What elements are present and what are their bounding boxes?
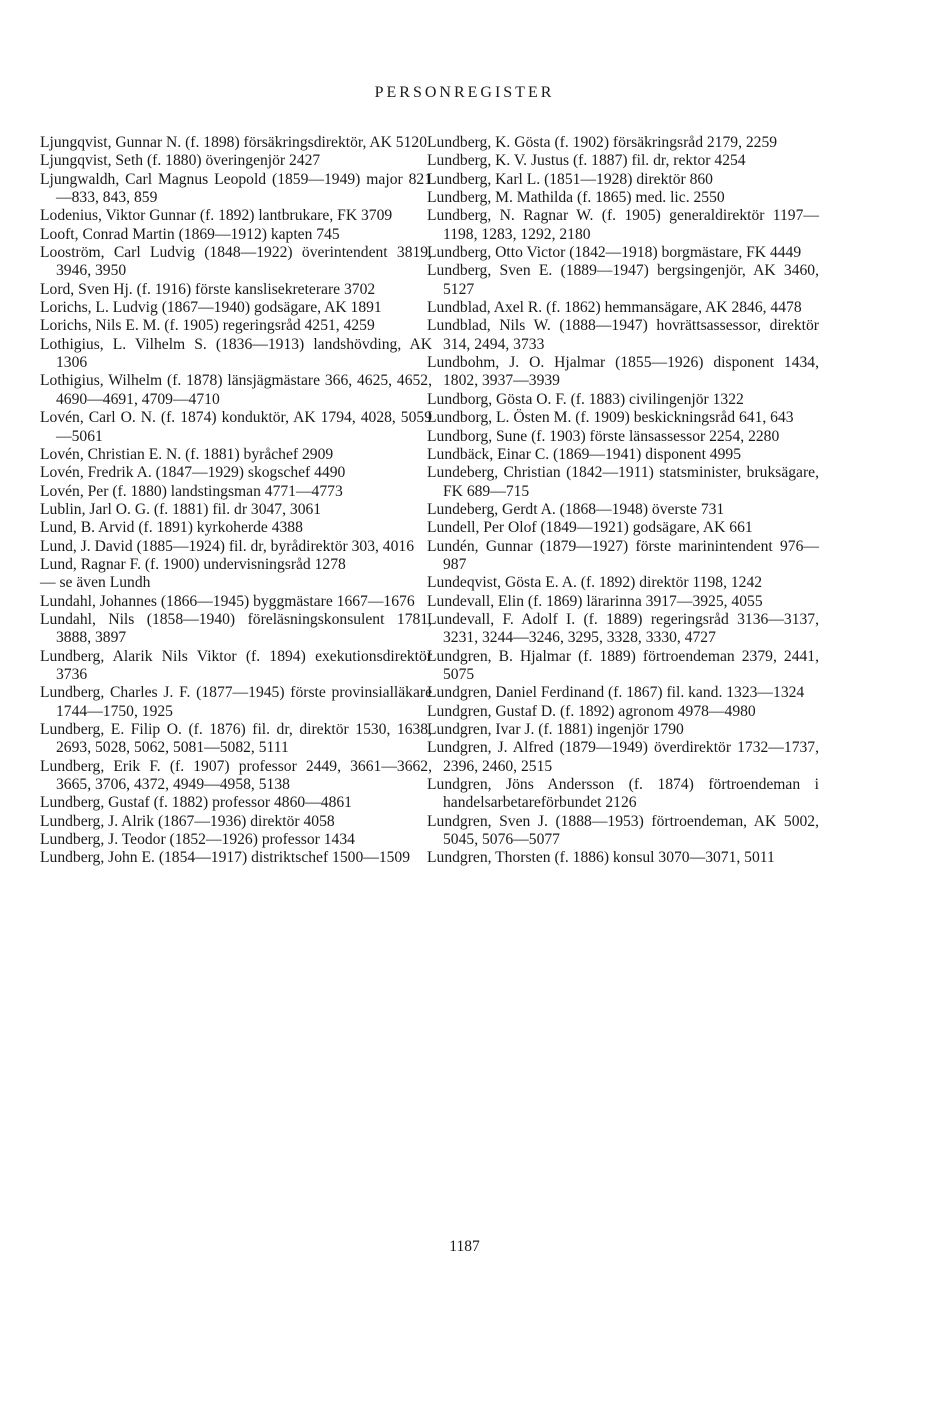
index-entry: Lundell, Per Olof (1849—1921) godsägare, AK 661 <box>427 519 753 537</box>
index-entry: Lundén, Gunnar (1879—1927) förste marinintendent 976—987 <box>427 537 819 573</box>
index-entry: Lundbohm, J. O. Hjalmar (1855—1926) disponent 1434, 1802, 3937—3939 <box>427 354 819 390</box>
index-entry: Lovén, Per (f. 1880) landstingsman 4771—4773 <box>40 482 343 500</box>
index-entry: Lundgren, J. Alfred (1879—1949) överdirektör 1732—1737, 2396, 2460, 2515 <box>427 739 819 775</box>
index-entry: Lundborg, Gösta O. F. (f. 1883) civilingenjör 1322 <box>427 390 744 408</box>
index-entry: Lundblad, Nils W. (1888—1947) hovrättsassessor, direktör 314, 2494, 3733 <box>427 317 819 353</box>
index-entry: Lundgren, Gustaf D. (f. 1892) agronom 4978—4980 <box>427 702 756 720</box>
index-entry: Lundeberg, Christian (1842—1911) statsminister, bruksägare, FK 689—715 <box>427 464 819 500</box>
index-entry: Looström, Carl Ludvig (1848—1922) överintendent 3819, 3946, 3950 <box>40 244 432 280</box>
index-entry: Lundberg, N. Ragnar W. (f. 1905) generaldirektör 1197—1198, 1283, 1292, 2180 <box>427 207 819 243</box>
index-entry: Lovén, Carl O. N. (f. 1874) konduktör, AK 1794, 4028, 5059—5061 <box>40 409 432 445</box>
index-entry: Lund, Ragnar F. (f. 1900) undervisningsråd 1278 <box>40 555 346 573</box>
index-entry: Lodenius, Viktor Gunnar (f. 1892) lantbrukare, FK 3709 <box>40 207 393 225</box>
index-entry: Lundberg, M. Mathilda (f. 1865) med. lic. 2550 <box>427 189 725 207</box>
index-entry: Lund, J. David (1885—1924) fil. dr, byrådirektör 303, 4016 <box>40 537 414 555</box>
index-entry: Ljungqvist, Seth (f. 1880) överingenjör 2427 <box>40 152 321 170</box>
index-entry: Lothigius, Wilhelm (f. 1878) länsjägmästare 366, 4625, 4652, 4690—4691, 4709—4710 <box>40 372 432 408</box>
index-entry: Lundberg, Otto Victor (1842—1918) borgmästare, FK 4449 <box>427 244 802 262</box>
index-entry: Lund, B. Arvid (f. 1891) kyrkoherde 4388 <box>40 519 303 537</box>
index-entry: Lovén, Fredrik A. (1847—1929) skogschef 4490 <box>40 464 346 482</box>
index-entry: Looft, Conrad Martin (1869—1912) kapten 745 <box>40 225 340 243</box>
index-entry: Lundbäck, Einar C. (1869—1941) disponent 4995 <box>427 445 741 463</box>
index-entry: Lundberg, John E. (1854—1917) distriktschef 1500—1509 <box>40 849 411 867</box>
index-entry: Lublin, Jarl O. G. (f. 1881) fil. dr 3047, 3061 <box>40 500 322 518</box>
index-entry: Lundahl, Nils (1858—1940) föreläsningskonsulent 1781, 3888, 3897 <box>40 610 432 647</box>
index-entry: Lundahl, Johannes (1866—1945) byggmästare 1667—1676 <box>40 592 415 610</box>
index-entry: Lundberg, Gustaf (f. 1882) professor 4860—4861 <box>40 794 352 812</box>
page-number: 1187 <box>449 1238 480 1255</box>
index-entry: Lundborg, Sune (f. 1903) förste länsassessor 2254, 2280 <box>427 427 780 445</box>
index-entry: Lundberg, Charles J. F. (1877—1945) förste provinsialläkare 1744—1750, 1925 <box>40 684 432 720</box>
index-entry: Lundgren, Jöns Andersson (f. 1874) förtroendeman i handelsarbetareförbundet 2126 <box>427 776 819 812</box>
index-entry: Ljungqvist, Gunnar N. (f. 1898) försäkringsdirektör, AK 5120 <box>40 134 427 151</box>
index-entry: Lundgren, Sven J. (1888—1953) förtroendeman, AK 5002, 5045, 5076—5077 <box>427 812 819 849</box>
index-entry: Lundgren, Daniel Ferdinand (f. 1867) fil. kand. 1323—1324 <box>427 684 805 702</box>
index-entry: Lundberg, J. Alrik (1867—1936) direktör 4058 <box>40 812 335 830</box>
index-entry: Lundberg, J. Teodor (1852—1926) professor 1434 <box>40 831 355 849</box>
index-entry: Lundberg, Sven E. (1889—1947) bergsingenjör, AK 3460, 5127 <box>427 262 819 298</box>
index-entry: Lundberg, Erik F. (f. 1907) professor 2449, 3661—3662, 3665, 3706, 4372, 4949—4958, 5138 <box>40 757 432 794</box>
index-entry: Lundberg, Karl L. (1851—1928) direktör 860 <box>427 170 713 188</box>
index-entry: Lundeqvist, Gösta E. A. (f. 1892) direktör 1198, 1242 <box>427 574 763 592</box>
index-entry: Lorichs, Nils E. M. (f. 1905) regeringsråd 4251, 4259 <box>40 317 375 335</box>
index-entry: Lundevall, F. Adolf I. (f. 1889) regeringsråd 3136—3137, 3231, 3244—3246, 3295, 3328, 3330, 4727 <box>427 610 819 647</box>
index-entry: Lundeberg, Gerdt A. (1868—1948) överste 731 <box>427 500 725 518</box>
index-entry: Lovén, Christian E. N. (f. 1881) byråchef 2909 <box>40 445 334 463</box>
index-entry: Lundgren, B. Hjalmar (f. 1889) förtroendeman 2379, 2441, 5075 <box>427 647 819 683</box>
index-entry: Lundevall, Elin (f. 1869) lärarinna 3917—3925, 4055 <box>427 592 763 610</box>
index-column-left <box>40 134 432 868</box>
running-header: PERSONREGISTER <box>374 84 555 101</box>
index-entry: Lundberg, K. V. Justus (f. 1887) fil. dr, rektor 4254 <box>427 152 746 170</box>
index-entry: Lundberg, K. Gösta (f. 1902) försäkringsråd 2179, 2259 <box>427 134 778 151</box>
index-entry: Lothigius, L. Vilhelm S. (1836—1913) landshövding, AK 1306 <box>40 335 432 372</box>
index-entry: Lorichs, L. Ludvig (1867—1940) godsägare, AK 1891 <box>40 299 382 317</box>
index-entry: Lundberg, Alarik Nils Viktor (f. 1894) exekutionsdirektör 3736 <box>40 647 432 683</box>
index-entry: Lundborg, L. Östen M. (f. 1909) beskickningsråd 641, 643 <box>427 409 794 427</box>
index-entry: Lord, Sven Hj. (f. 1916) förste kanslisekreterare 3702 <box>40 280 376 298</box>
index-entry: Lundgren, Thorsten (f. 1886) konsul 3070—3071, 5011 <box>427 849 775 867</box>
index-entry: Lundblad, Axel R. (f. 1862) hemmansägare, AK 2846, 4478 <box>427 299 802 317</box>
index-entry: Lundberg, E. Filip O. (f. 1876) fil. dr, direktör 1530, 1638, 2693, 5028, 5062, 5081—5082, 5111 <box>40 721 432 757</box>
index-entry: Ljungwaldh, Carl Magnus Leopold (1859—1949) major 821—833, 843, 859 <box>40 170 432 207</box>
index-entry: — se även Lundh <box>40 574 151 592</box>
index-entry: Lundgren, Ivar J. (f. 1881) ingenjör 1790 <box>427 721 684 738</box>
index-column-right <box>427 134 819 868</box>
